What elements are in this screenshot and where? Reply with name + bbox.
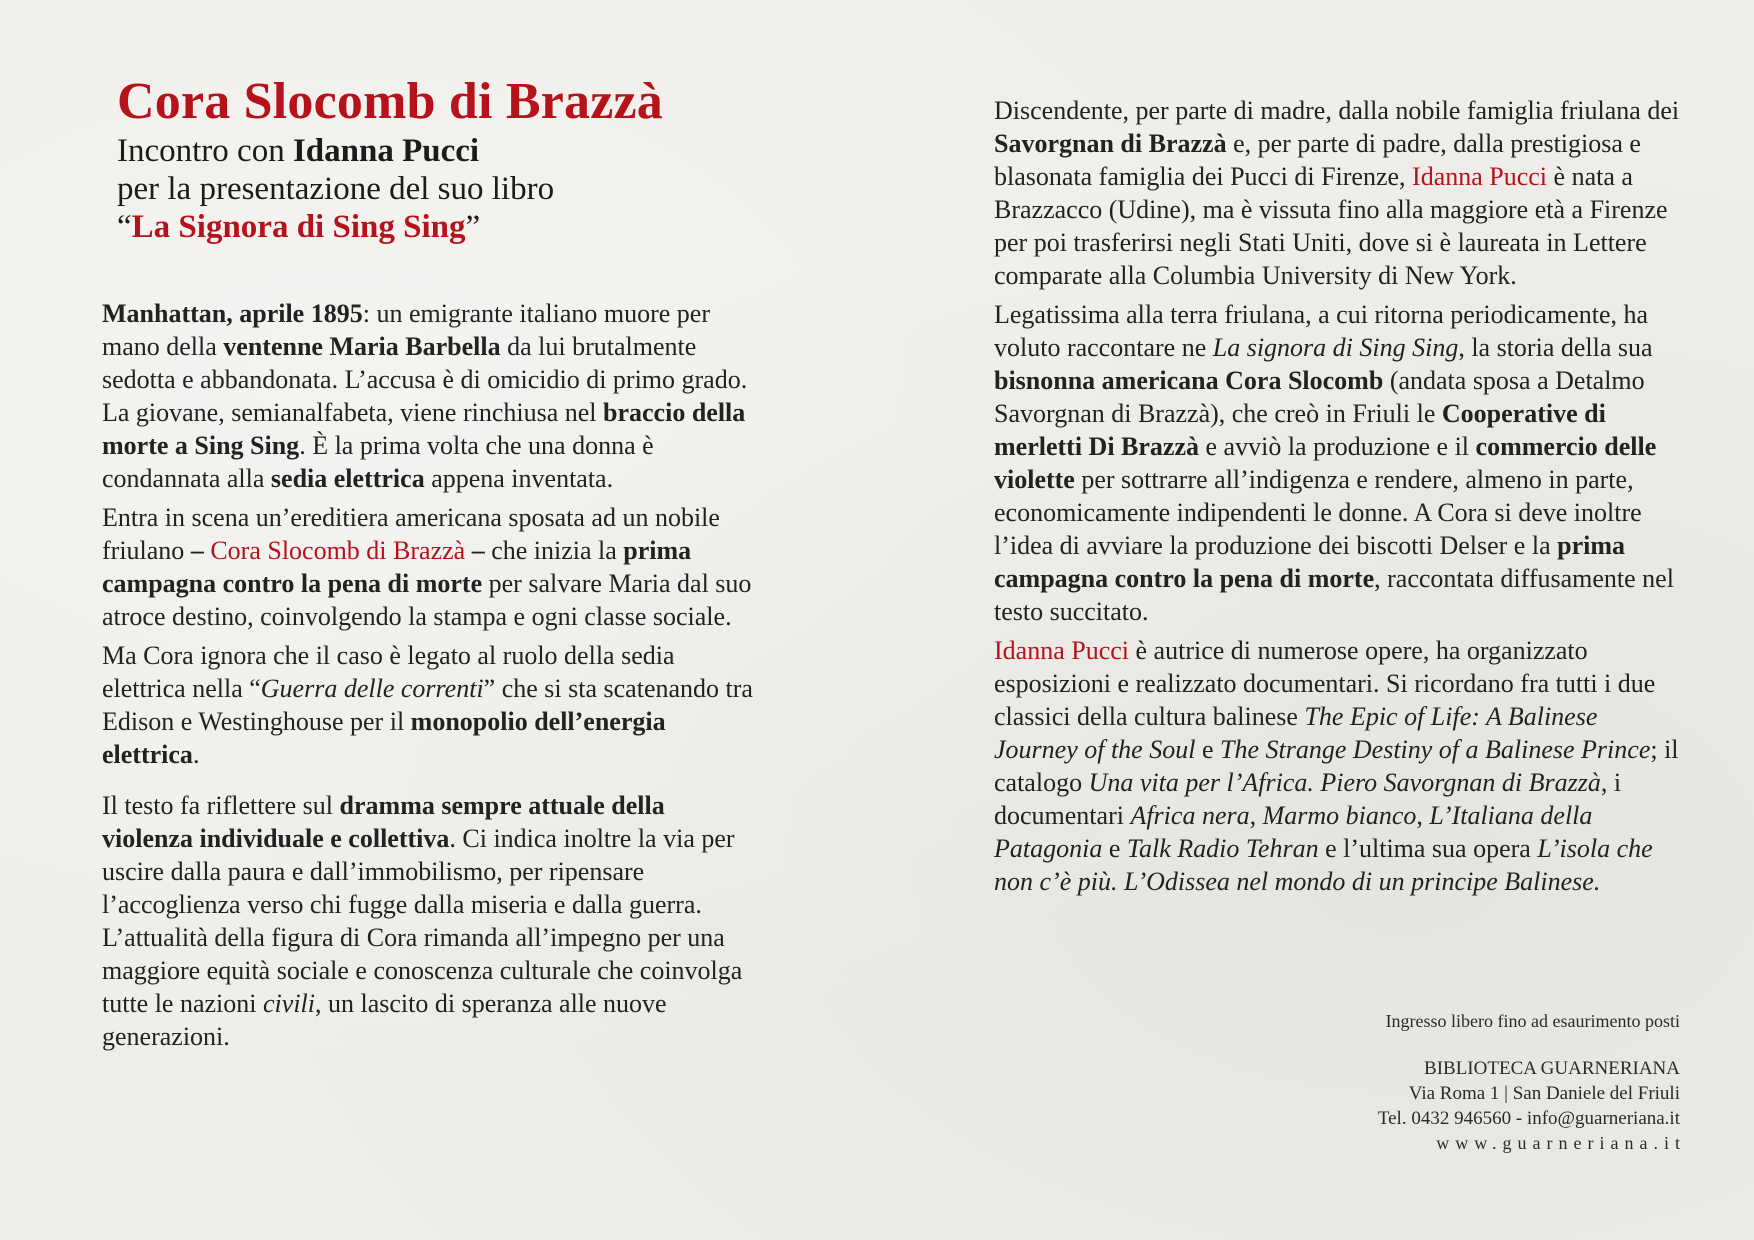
right-column [994,94,1684,904]
text-run: . [192,740,200,769]
quote-open: “ [117,209,132,245]
text-run: bisnonna americana Cora Slocomb [994,366,1384,395]
text-run: sedia elettrica [270,464,425,493]
text-run: Africa nera, Marmo bianco [1130,801,1417,830]
text-run: La signora di Sing Sing [1212,333,1459,362]
left-paragraph-4 [102,789,762,1053]
text-run: è nata a Brazzacco (Udine), ma è vissuta fino alla maggiore età a Firenze per poi trasferirsi negli Stati Uniti, dove si è laureata in Lettere comparate alla Columbia University di New York. [994,162,1668,290]
title-block [117,72,817,246]
text-run: che inizia la [484,536,624,565]
text-run: – [190,536,211,565]
text-run: e l’ultima sua opera [1318,834,1538,863]
subtitle-line-2: per la presentazione del suo libro [117,171,555,207]
book-title: La Signora di Sing Sing [131,209,466,245]
right-paragraph-2 [994,298,1684,628]
text-run: Legatissima alla terra friulana, a cui ritorna periodicamente, ha voluto raccontare ne [994,300,1649,362]
library-contacts: Tel. 0432 946560 - info@guarneriana.it [1377,1108,1680,1129]
text-run: Idanna Pucci [994,636,1130,665]
subtitle-line-1 [117,132,817,170]
left-paragraph-1 [102,297,762,495]
text-run: (andata sposa a Detalmo Savorgnan di Brazzà), che creò in Friuli le [994,366,1645,428]
text-run: Entra in scena un’ereditiera americana sposata ad un nobile friulano [102,503,720,565]
text-run: ” che si sta scatenando tra Edison e Westinghouse per il [102,674,753,736]
book-title-line [117,208,817,246]
left-column [102,297,762,1059]
left-paragraph-3 [102,639,762,771]
text-run: Discendente, per parte di madre, dalla nobile famiglia friulana dei [994,96,1680,125]
text-run: L’isola che non c’è più. L’Odissea nel mondo di un principe Balinese. [994,834,1653,896]
text-run: Il testo fa riflettere sul [102,791,340,820]
text-run: . Ci indica inoltre la via per uscire dalla paura e dall’immobilismo, per ripensare l’accoglienza verso chi fugge dalla miseria e dalla guerra. L’attualità della figura di Cora rimanda all’impegno per una maggiore equità sociale e conoscenza culturale che coinvolga tutte le nazioni [102,824,743,1018]
text-run: e [1195,735,1220,764]
text-run: , un lascito di speranza alle nuove generazioni. [102,989,667,1051]
right-paragraph-1 [994,94,1684,292]
text-run: Una vita per l’Africa. Piero Savorgnan di Brazzà [1088,768,1601,797]
text-run: appena inventata. [424,464,614,493]
text-run: monopolio dell’energia elettrica [102,707,666,769]
subtitle-prefix: Incontro con [117,133,293,169]
text-run: , raccontata diffusamente nel testo succitato. [994,564,1674,626]
text-run: , [1416,801,1430,830]
text-run: . È la prima volta che una donna è condannata alla [102,431,654,493]
text-run: commercio delle violette [994,432,1657,494]
text-run: Ma Cora ignora che il caso è legato al ruolo della sedia elettrica nella “ [102,641,675,703]
text-run: e avviò la produzione e il [1199,432,1476,461]
text-run: prima campagna contro la pena di morte [994,531,1626,593]
text-run: Guerra delle correnti [260,674,484,703]
text-run: The Epic of Life: A Balinese Journey of the Soul [994,702,1598,764]
text-run: – [465,536,485,565]
text-run: Cooperative di merletti Di Brazzà [994,399,1606,461]
text-run: L’Italiana della Patagonia [994,801,1593,863]
text-run: Idanna Pucci [1412,162,1548,191]
author-name: Idanna Pucci [292,133,480,169]
text-run: : un emigrante italiano muore per mano della [102,299,711,361]
text-run: ; il catalogo [994,735,1679,797]
text-run: braccio della morte a Sing Sing [102,398,746,460]
text-run: Cora Slocomb di Brazzà [210,536,466,565]
text-run: e [1102,834,1127,863]
text-run: , i documentari [994,768,1622,830]
text-run: e, per parte di padre, dalla prestigiosa e blasonata famiglia dei Pucci di Firenze, [994,129,1641,191]
footer-info [1377,1010,1686,1155]
text-run: dramma sempre attuale della violenza individuale e collettiva [102,791,665,853]
text-run: civili [263,989,315,1018]
left-paragraph-2 [102,501,762,633]
quote-close: ” [465,209,481,245]
text-run: Manhattan, aprile 1895 [102,299,363,328]
text-run: prima campagna contro la pena di morte [102,536,692,598]
text-run: , la storia della sua [1458,333,1653,362]
text-run: per salvare Maria dal suo atroce destino, coinvolgendo la stampa e ogni classe sociale. [102,569,752,631]
library-address: Via Roma 1 | San Daniele del Friuli [1408,1083,1680,1104]
library-name: BIBLIOTECA GUARNERIANA [1424,1058,1680,1079]
text-run: da lui brutalmente sedotta e abbandonata. L’accusa è di omicidio di primo grado. La giovane, semianalfabeta, viene rinchiusa nel [102,332,748,427]
page-title: Cora Slocomb di Brazzà [117,73,664,130]
right-paragraph-3 [994,634,1684,898]
entry-note: Ingresso libero fino ad esaurimento posti [1385,1011,1680,1031]
text-run: è autrice di numerose opere, ha organizzato esposizioni e realizzato documentari. Si ricordano fra tutti i due classici della cultura balinese [994,636,1656,731]
text-run: Savorgnan di Brazzà [994,129,1227,158]
library-website: www.guarneriana.it [1436,1133,1686,1153]
text-run: ventenne Maria Barbella [223,332,501,361]
text-run: Talk Radio Tehran [1126,834,1319,863]
text-run: The Strange Destiny of a Balinese Prince [1220,735,1651,764]
text-run: per sottrarre all’indigenza e rendere, almeno in parte, economicamente indipendenti le donne. A Cora si deve inoltre l’idea di avviare la produzione dei biscotti Delser e la [994,465,1642,560]
